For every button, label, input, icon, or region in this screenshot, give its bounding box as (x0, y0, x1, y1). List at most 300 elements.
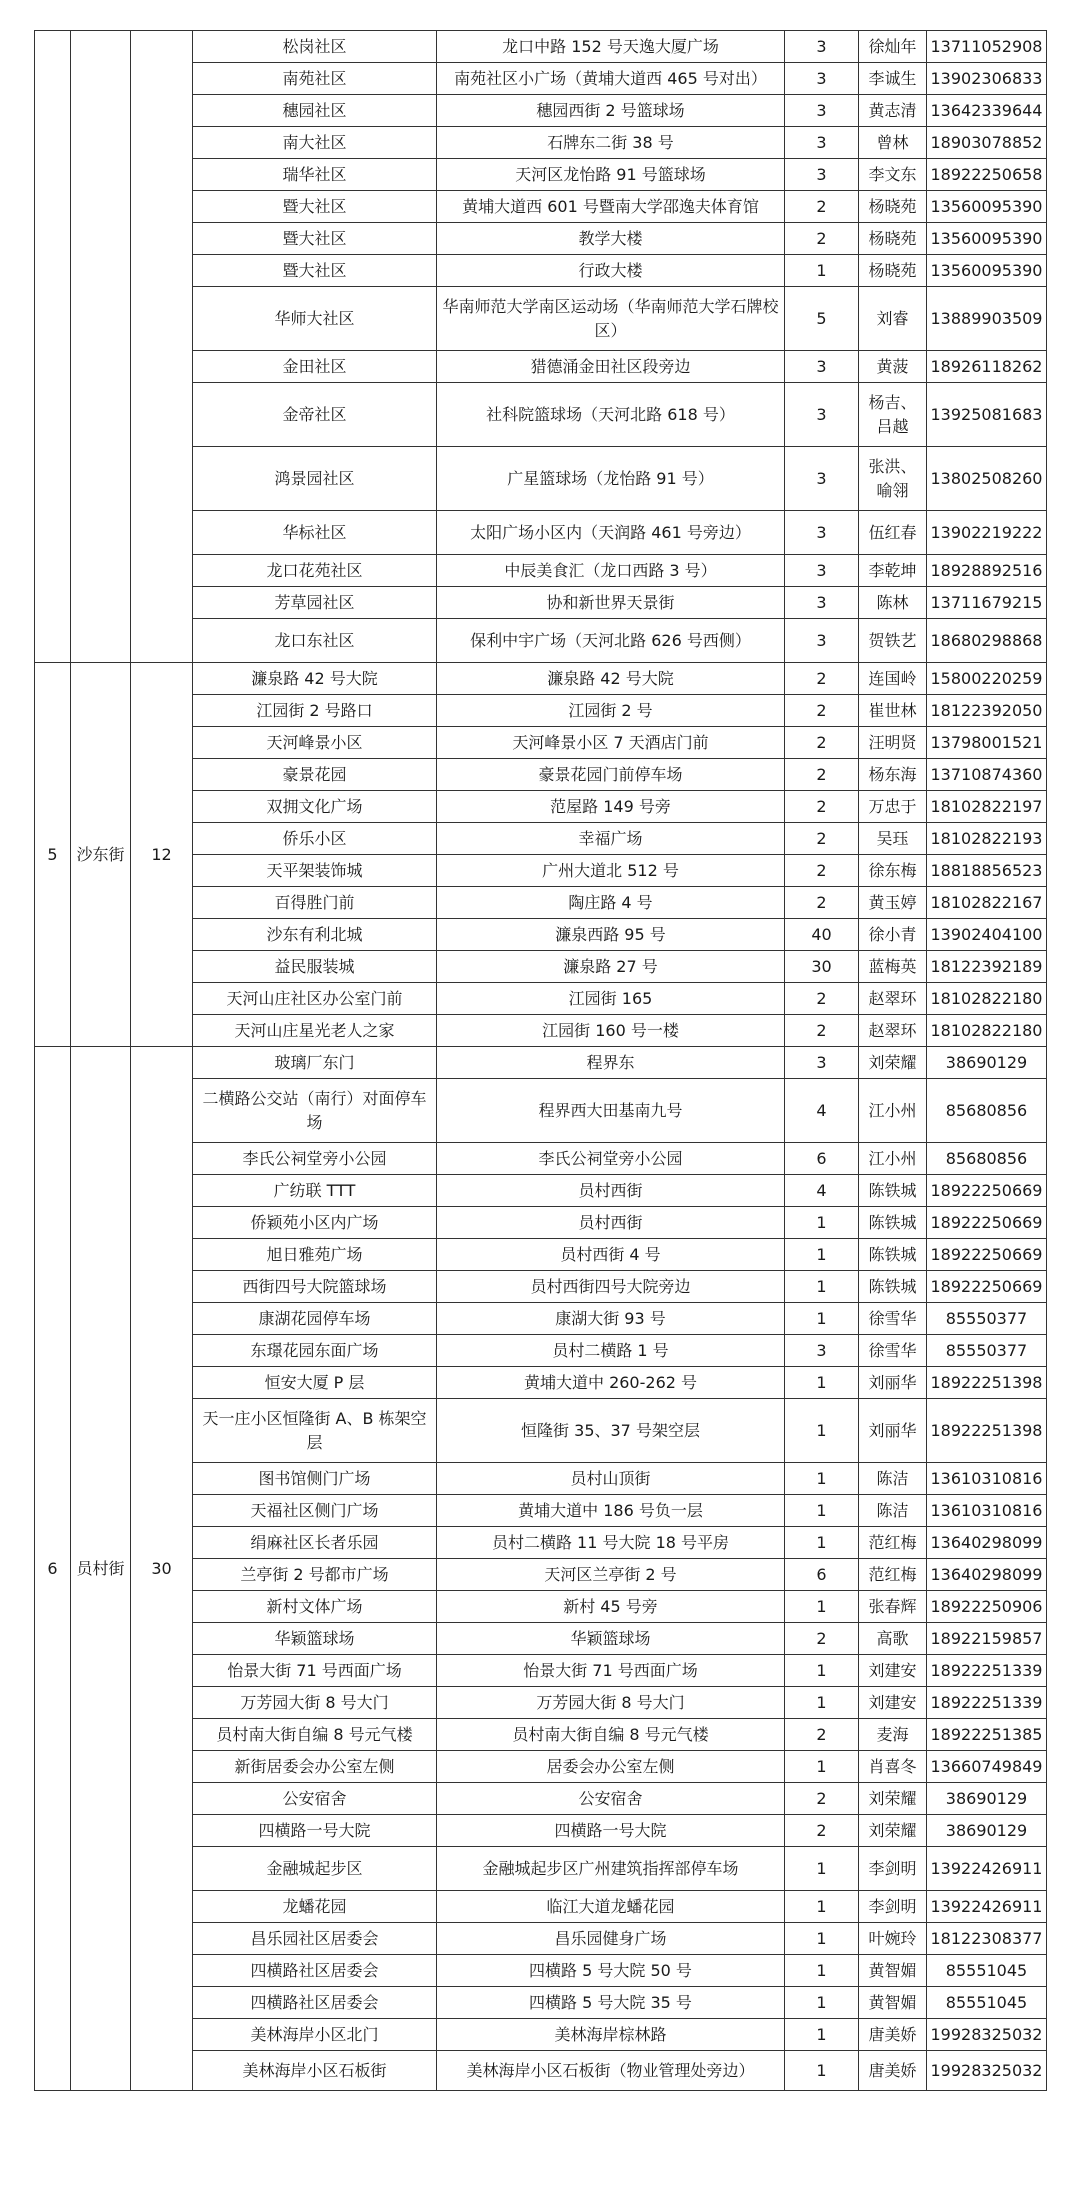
address-cell: 濂泉路 42 号大院 (437, 663, 785, 695)
location-name-cell: 广纺联 TTT (193, 1175, 437, 1207)
address-cell: 万芳园大街 8 号大门 (437, 1687, 785, 1719)
phone-number-cell: 13922426911 (927, 1891, 1047, 1923)
contact-person-cell: 陈洁 (859, 1463, 927, 1495)
phone-number-cell: 18922251339 (927, 1655, 1047, 1687)
location-name-cell: 玻璃厂东门 (193, 1047, 437, 1079)
contact-person-cell: 黄智媚 (859, 1987, 927, 2019)
address-cell: 广星篮球场（龙怡路 91 号） (437, 447, 785, 511)
location-name-cell: 恒安大厦 P 层 (193, 1367, 437, 1399)
location-count-cell: 30 (131, 1047, 193, 2091)
quantity-cell: 1 (785, 1751, 859, 1783)
quantity-cell: 2 (785, 983, 859, 1015)
location-name-cell: 穗园社区 (193, 95, 437, 127)
contact-person-cell: 伍红春 (859, 511, 927, 555)
address-cell: 南苑社区小广场（黄埔大道西 465 号对出） (437, 63, 785, 95)
quantity-cell: 3 (785, 511, 859, 555)
location-name-cell: 兰亭街 2 号都市广场 (193, 1559, 437, 1591)
location-name-cell: 康湖花园停车场 (193, 1303, 437, 1335)
address-cell: 美林海岸小区石板街（物业管理处旁边） (437, 2051, 785, 2091)
address-cell: 濂泉路 27 号 (437, 951, 785, 983)
phone-number-cell: 18903078852 (927, 127, 1047, 159)
address-cell: 濂泉西路 95 号 (437, 919, 785, 951)
phone-number-cell: 13798001521 (927, 727, 1047, 759)
phone-number-cell: 13560095390 (927, 191, 1047, 223)
quantity-cell: 5 (785, 287, 859, 351)
location-name-cell: 南苑社区 (193, 63, 437, 95)
quantity-cell: 2 (785, 223, 859, 255)
quantity-cell: 2 (785, 855, 859, 887)
quantity-cell: 1 (785, 1527, 859, 1559)
location-name-cell: 松岗社区 (193, 31, 437, 63)
contact-person-cell: 肖喜冬 (859, 1751, 927, 1783)
quantity-cell: 1 (785, 1463, 859, 1495)
location-name-cell: 二横路公交站（南行）对面停车场 (193, 1079, 437, 1143)
quantity-cell: 2 (785, 1719, 859, 1751)
location-name-cell: 金田社区 (193, 351, 437, 383)
phone-number-cell: 18818856523 (927, 855, 1047, 887)
phone-number-cell: 18922251398 (927, 1399, 1047, 1463)
contact-person-cell: 范红梅 (859, 1559, 927, 1591)
contact-person-cell: 刘建安 (859, 1655, 927, 1687)
contact-person-cell: 杨吉、吕越 (859, 383, 927, 447)
quantity-cell: 4 (785, 1079, 859, 1143)
contact-person-cell: 李诚生 (859, 63, 927, 95)
location-name-cell: 双拥文化广场 (193, 791, 437, 823)
address-cell: 教学大楼 (437, 223, 785, 255)
location-name-cell: 四横路社区居委会 (193, 1955, 437, 1987)
location-name-cell: 新村文体广场 (193, 1591, 437, 1623)
phone-number-cell: 13711679215 (927, 587, 1047, 619)
phone-number-cell: 13640298099 (927, 1559, 1047, 1591)
contact-person-cell: 江小州 (859, 1079, 927, 1143)
quantity-cell: 2 (785, 727, 859, 759)
address-cell: 猎德涌金田社区段旁边 (437, 351, 785, 383)
phone-number-cell: 18102822180 (927, 983, 1047, 1015)
quantity-cell: 2 (785, 191, 859, 223)
phone-number-cell: 18922250669 (927, 1207, 1047, 1239)
contact-person-cell: 徐东梅 (859, 855, 927, 887)
phone-number-cell: 85550377 (927, 1303, 1047, 1335)
street-name-cell (71, 31, 131, 663)
quantity-cell: 6 (785, 1559, 859, 1591)
contact-person-cell: 徐小青 (859, 919, 927, 951)
address-cell: 居委会办公室左侧 (437, 1751, 785, 1783)
address-cell: 美林海岸棕林路 (437, 2019, 785, 2051)
address-cell: 行政大楼 (437, 255, 785, 287)
phone-number-cell: 18102822193 (927, 823, 1047, 855)
location-name-cell: 瑞华社区 (193, 159, 437, 191)
quantity-cell: 2 (785, 887, 859, 919)
quantity-cell: 1 (785, 1655, 859, 1687)
phone-number-cell: 18102822167 (927, 887, 1047, 919)
quantity-cell: 1 (785, 2019, 859, 2051)
phone-number-cell: 18922250669 (927, 1175, 1047, 1207)
contact-person-cell: 陈铁城 (859, 1207, 927, 1239)
phone-number-cell: 18122392050 (927, 695, 1047, 727)
contact-person-cell: 李剑明 (859, 1891, 927, 1923)
phone-number-cell: 13922426911 (927, 1847, 1047, 1891)
address-cell: 李氏公祠堂旁小公园 (437, 1143, 785, 1175)
location-name-cell: 华师大社区 (193, 287, 437, 351)
phone-number-cell: 18680298868 (927, 619, 1047, 663)
quantity-cell: 40 (785, 919, 859, 951)
location-name-cell: 天河峰景小区 (193, 727, 437, 759)
contact-person-cell: 刘丽华 (859, 1367, 927, 1399)
street-name-cell: 员村街 (71, 1047, 131, 2091)
contact-person-cell: 陈铁城 (859, 1175, 927, 1207)
contact-person-cell: 徐雪华 (859, 1303, 927, 1335)
contact-person-cell: 徐雪华 (859, 1335, 927, 1367)
location-name-cell: 百得胜门前 (193, 887, 437, 919)
contact-person-cell: 陈林 (859, 587, 927, 619)
contact-person-cell: 唐美娇 (859, 2051, 927, 2091)
phone-number-cell: 38690129 (927, 1815, 1047, 1847)
address-cell: 黄埔大道西 601 号暨南大学邵逸夫体育馆 (437, 191, 785, 223)
phone-number-cell: 13902219222 (927, 511, 1047, 555)
quantity-cell: 1 (785, 1591, 859, 1623)
location-name-cell: 天一庄小区恒隆街 A、B 栋架空层 (193, 1399, 437, 1463)
address-cell: 江园街 2 号 (437, 695, 785, 727)
location-name-cell: 怡景大街 71 号西面广场 (193, 1655, 437, 1687)
contact-person-cell: 吴珏 (859, 823, 927, 855)
address-cell: 陶庄路 4 号 (437, 887, 785, 919)
address-cell: 四横路 5 号大院 50 号 (437, 1955, 785, 1987)
group-index-cell (35, 31, 71, 663)
phone-number-cell: 13711052908 (927, 31, 1047, 63)
location-name-cell: 金融城起步区 (193, 1847, 437, 1891)
phone-number-cell: 19928325032 (927, 2019, 1047, 2051)
phone-number-cell: 85680856 (927, 1079, 1047, 1143)
quantity-cell: 2 (785, 695, 859, 727)
quantity-cell: 4 (785, 1175, 859, 1207)
address-cell: 员村二横路 11 号大院 18 号平房 (437, 1527, 785, 1559)
address-cell: 社科院篮球场（天河北路 618 号） (437, 383, 785, 447)
table-row (35, 31, 1047, 63)
group-index-cell: 6 (35, 1047, 71, 2091)
address-cell: 天河区龙怡路 91 号篮球场 (437, 159, 785, 191)
quantity-cell: 6 (785, 1143, 859, 1175)
location-name-cell: 南大社区 (193, 127, 437, 159)
quantity-cell: 2 (785, 759, 859, 791)
quantity-cell: 1 (785, 1687, 859, 1719)
contact-person-cell: 陈铁城 (859, 1239, 927, 1271)
contact-person-cell: 贺铁艺 (859, 619, 927, 663)
phone-number-cell: 18922250906 (927, 1591, 1047, 1623)
phone-number-cell: 85680856 (927, 1143, 1047, 1175)
location-name-cell: 芳草园社区 (193, 587, 437, 619)
phone-number-cell: 18922250669 (927, 1239, 1047, 1271)
location-count-cell (131, 31, 193, 663)
quantity-cell: 2 (785, 1015, 859, 1047)
quantity-cell: 1 (785, 255, 859, 287)
phone-number-cell: 18922251385 (927, 1719, 1047, 1751)
address-cell: 公安宿舍 (437, 1783, 785, 1815)
quantity-cell: 1 (785, 1923, 859, 1955)
address-cell: 黄埔大道中 186 号负一层 (437, 1495, 785, 1527)
location-name-cell: 华标社区 (193, 511, 437, 555)
location-name-cell: 李氏公祠堂旁小公园 (193, 1143, 437, 1175)
location-name-cell: 四横路一号大院 (193, 1815, 437, 1847)
address-cell: 范屋路 149 号旁 (437, 791, 785, 823)
address-cell: 昌乐园健身广场 (437, 1923, 785, 1955)
location-name-cell: 美林海岸小区石板街 (193, 2051, 437, 2091)
location-name-cell: 公安宿舍 (193, 1783, 437, 1815)
location-name-cell: 图书馆侧门广场 (193, 1463, 437, 1495)
contact-person-cell: 崔世林 (859, 695, 927, 727)
contact-person-cell: 赵翠环 (859, 983, 927, 1015)
address-cell: 天河峰景小区 7 天酒店门前 (437, 727, 785, 759)
contact-person-cell: 叶婉玲 (859, 1923, 927, 1955)
group-index-cell: 5 (35, 663, 71, 1047)
contact-person-cell: 黄玉婷 (859, 887, 927, 919)
phone-number-cell: 38690129 (927, 1047, 1047, 1079)
table-body (35, 31, 1047, 2091)
address-cell: 豪景花园门前停车场 (437, 759, 785, 791)
quantity-cell: 1 (785, 1399, 859, 1463)
location-name-cell: 龙口花苑社区 (193, 555, 437, 587)
phone-number-cell: 19928325032 (927, 2051, 1047, 2091)
phone-number-cell: 18922250669 (927, 1271, 1047, 1303)
contact-person-cell: 刘建安 (859, 1687, 927, 1719)
location-name-cell: 濂泉路 42 号大院 (193, 663, 437, 695)
table-row (35, 1047, 1047, 1079)
location-name-cell: 沙东有利北城 (193, 919, 437, 951)
quantity-cell: 3 (785, 383, 859, 447)
quantity-cell: 1 (785, 1239, 859, 1271)
contact-person-cell: 黄菠 (859, 351, 927, 383)
contact-person-cell: 李剑明 (859, 1847, 927, 1891)
address-cell: 员村二横路 1 号 (437, 1335, 785, 1367)
phone-number-cell: 13710874360 (927, 759, 1047, 791)
quantity-cell: 3 (785, 127, 859, 159)
quantity-cell: 1 (785, 1891, 859, 1923)
contact-person-cell: 唐美娇 (859, 2019, 927, 2051)
phone-number-cell: 85551045 (927, 1955, 1047, 1987)
address-cell: 广州大道北 512 号 (437, 855, 785, 887)
address-cell: 四横路 5 号大院 35 号 (437, 1987, 785, 2019)
phone-number-cell: 13902306833 (927, 63, 1047, 95)
contact-person-cell: 连国岭 (859, 663, 927, 695)
address-cell: 程界西大田基南九号 (437, 1079, 785, 1143)
quantity-cell: 2 (785, 663, 859, 695)
address-cell: 华颖篮球场 (437, 1623, 785, 1655)
location-name-cell: 暨大社区 (193, 191, 437, 223)
location-name-cell: 昌乐园社区居委会 (193, 1923, 437, 1955)
location-name-cell: 暨大社区 (193, 255, 437, 287)
address-cell: 恒隆街 35、37 号架空层 (437, 1399, 785, 1463)
address-cell: 江园街 160 号一楼 (437, 1015, 785, 1047)
quantity-cell: 1 (785, 1847, 859, 1891)
location-table (34, 30, 1047, 2091)
location-name-cell: 万芳园大街 8 号大门 (193, 1687, 437, 1719)
address-cell: 员村西街 (437, 1207, 785, 1239)
address-cell: 程界东 (437, 1047, 785, 1079)
contact-person-cell: 江小州 (859, 1143, 927, 1175)
contact-person-cell: 赵翠环 (859, 1015, 927, 1047)
location-name-cell: 金帝社区 (193, 383, 437, 447)
quantity-cell: 3 (785, 1335, 859, 1367)
quantity-cell: 1 (785, 1955, 859, 1987)
location-name-cell: 天河山庄星光老人之家 (193, 1015, 437, 1047)
contact-person-cell: 黄智媚 (859, 1955, 927, 1987)
contact-person-cell: 杨东海 (859, 759, 927, 791)
street-name-cell: 沙东街 (71, 663, 131, 1047)
quantity-cell: 1 (785, 1207, 859, 1239)
contact-person-cell: 黄志清 (859, 95, 927, 127)
phone-number-cell: 13610310816 (927, 1495, 1047, 1527)
quantity-cell: 1 (785, 1271, 859, 1303)
quantity-cell: 3 (785, 587, 859, 619)
contact-person-cell: 万忠于 (859, 791, 927, 823)
quantity-cell: 1 (785, 1987, 859, 2019)
contact-person-cell: 范红梅 (859, 1527, 927, 1559)
quantity-cell: 3 (785, 31, 859, 63)
phone-number-cell: 38690129 (927, 1783, 1047, 1815)
location-name-cell: 鸿景园社区 (193, 447, 437, 511)
contact-person-cell: 刘荣耀 (859, 1783, 927, 1815)
quantity-cell: 2 (785, 1623, 859, 1655)
contact-person-cell: 汪明贤 (859, 727, 927, 759)
phone-number-cell: 18922251398 (927, 1367, 1047, 1399)
quantity-cell: 1 (785, 2051, 859, 2091)
location-name-cell: 龙蟠花园 (193, 1891, 437, 1923)
location-name-cell: 天福社区侧门广场 (193, 1495, 437, 1527)
location-name-cell: 豪景花园 (193, 759, 437, 791)
phone-number-cell: 13610310816 (927, 1463, 1047, 1495)
quantity-cell: 2 (785, 823, 859, 855)
phone-number-cell: 18102822197 (927, 791, 1047, 823)
phone-number-cell: 13640298099 (927, 1527, 1047, 1559)
quantity-cell: 3 (785, 447, 859, 511)
phone-number-cell: 13902404100 (927, 919, 1047, 951)
location-name-cell: 绢麻社区长者乐园 (193, 1527, 437, 1559)
location-name-cell: 美林海岸小区北门 (193, 2019, 437, 2051)
address-cell: 员村南大街自编 8 号元气楼 (437, 1719, 785, 1751)
address-cell: 太阳广场小区内（天润路 461 号旁边） (437, 511, 785, 555)
address-cell: 员村西街四号大院旁边 (437, 1271, 785, 1303)
phone-number-cell: 18122308377 (927, 1923, 1047, 1955)
location-name-cell: 侨乐小区 (193, 823, 437, 855)
contact-person-cell: 刘睿 (859, 287, 927, 351)
address-cell: 员村西街 (437, 1175, 785, 1207)
quantity-cell: 30 (785, 951, 859, 983)
contact-person-cell: 徐灿年 (859, 31, 927, 63)
contact-person-cell: 杨晓苑 (859, 191, 927, 223)
address-cell: 保利中宇广场（天河北路 626 号西侧） (437, 619, 785, 663)
phone-number-cell: 15800220259 (927, 663, 1047, 695)
quantity-cell: 3 (785, 1047, 859, 1079)
contact-person-cell: 陈洁 (859, 1495, 927, 1527)
location-name-cell: 西街四号大院篮球场 (193, 1271, 437, 1303)
address-cell: 中辰美食汇（龙口西路 3 号） (437, 555, 785, 587)
address-cell: 新村 45 号旁 (437, 1591, 785, 1623)
location-name-cell: 天平架装饰城 (193, 855, 437, 887)
phone-number-cell: 13925081683 (927, 383, 1047, 447)
address-cell: 怡景大街 71 号西面广场 (437, 1655, 785, 1687)
location-name-cell: 暨大社区 (193, 223, 437, 255)
location-count-cell: 12 (131, 663, 193, 1047)
quantity-cell: 3 (785, 555, 859, 587)
address-cell: 幸福广场 (437, 823, 785, 855)
location-name-cell: 四横路社区居委会 (193, 1987, 437, 2019)
phone-number-cell: 18922159857 (927, 1623, 1047, 1655)
address-cell: 石牌东二街 38 号 (437, 127, 785, 159)
phone-number-cell: 13889903509 (927, 287, 1047, 351)
location-name-cell: 员村南大街自编 8 号元气楼 (193, 1719, 437, 1751)
quantity-cell: 2 (785, 791, 859, 823)
location-name-cell: 龙口东社区 (193, 619, 437, 663)
contact-person-cell: 蓝梅英 (859, 951, 927, 983)
contact-person-cell: 张春辉 (859, 1591, 927, 1623)
quantity-cell: 1 (785, 1495, 859, 1527)
location-name-cell: 东璟花园东面广场 (193, 1335, 437, 1367)
address-cell: 华南师范大学南区运动场（华南师范大学石牌校区） (437, 287, 785, 351)
address-cell: 黄埔大道中 260-262 号 (437, 1367, 785, 1399)
contact-person-cell: 刘荣耀 (859, 1815, 927, 1847)
phone-number-cell: 85550377 (927, 1335, 1047, 1367)
quantity-cell: 3 (785, 159, 859, 191)
location-name-cell: 天河山庄社区办公室门前 (193, 983, 437, 1015)
quantity-cell: 2 (785, 1783, 859, 1815)
location-name-cell: 新街居委会办公室左侧 (193, 1751, 437, 1783)
phone-number-cell: 18922250658 (927, 159, 1047, 191)
phone-number-cell: 85551045 (927, 1987, 1047, 2019)
location-name-cell: 华颖篮球场 (193, 1623, 437, 1655)
contact-person-cell: 高歌 (859, 1623, 927, 1655)
address-cell: 四横路一号大院 (437, 1815, 785, 1847)
address-cell: 江园街 165 (437, 983, 785, 1015)
phone-number-cell: 18926118262 (927, 351, 1047, 383)
location-name-cell: 侨颖苑小区内广场 (193, 1207, 437, 1239)
contact-person-cell: 杨晓苑 (859, 223, 927, 255)
address-cell: 天河区兰亭街 2 号 (437, 1559, 785, 1591)
location-name-cell: 益民服装城 (193, 951, 437, 983)
quantity-cell: 3 (785, 619, 859, 663)
address-cell: 员村西街 4 号 (437, 1239, 785, 1271)
phone-number-cell: 18928892516 (927, 555, 1047, 587)
location-name-cell: 旭日雅苑广场 (193, 1239, 437, 1271)
phone-number-cell: 18102822180 (927, 1015, 1047, 1047)
table-row (35, 663, 1047, 695)
address-cell: 临江大道龙蟠花园 (437, 1891, 785, 1923)
address-cell: 穗园西街 2 号篮球场 (437, 95, 785, 127)
quantity-cell: 3 (785, 351, 859, 383)
contact-person-cell: 刘丽华 (859, 1399, 927, 1463)
address-cell: 协和新世界天景街 (437, 587, 785, 619)
phone-number-cell: 13660749849 (927, 1751, 1047, 1783)
contact-person-cell: 麦海 (859, 1719, 927, 1751)
contact-person-cell: 刘荣耀 (859, 1047, 927, 1079)
contact-person-cell: 李乾坤 (859, 555, 927, 587)
phone-number-cell: 13642339644 (927, 95, 1047, 127)
phone-number-cell: 18122392189 (927, 951, 1047, 983)
contact-person-cell: 张洪、喻翎 (859, 447, 927, 511)
address-cell: 龙口中路 152 号天逸大厦广场 (437, 31, 785, 63)
quantity-cell: 3 (785, 95, 859, 127)
quantity-cell: 1 (785, 1367, 859, 1399)
contact-person-cell: 李文东 (859, 159, 927, 191)
phone-number-cell: 13560095390 (927, 255, 1047, 287)
quantity-cell: 3 (785, 63, 859, 95)
phone-number-cell: 13560095390 (927, 223, 1047, 255)
location-name-cell: 江园街 2 号路口 (193, 695, 437, 727)
contact-person-cell: 曾林 (859, 127, 927, 159)
address-cell: 员村山顶街 (437, 1463, 785, 1495)
phone-number-cell: 18922251339 (927, 1687, 1047, 1719)
contact-person-cell: 杨晓苑 (859, 255, 927, 287)
address-cell: 康湖大街 93 号 (437, 1303, 785, 1335)
quantity-cell: 1 (785, 1303, 859, 1335)
